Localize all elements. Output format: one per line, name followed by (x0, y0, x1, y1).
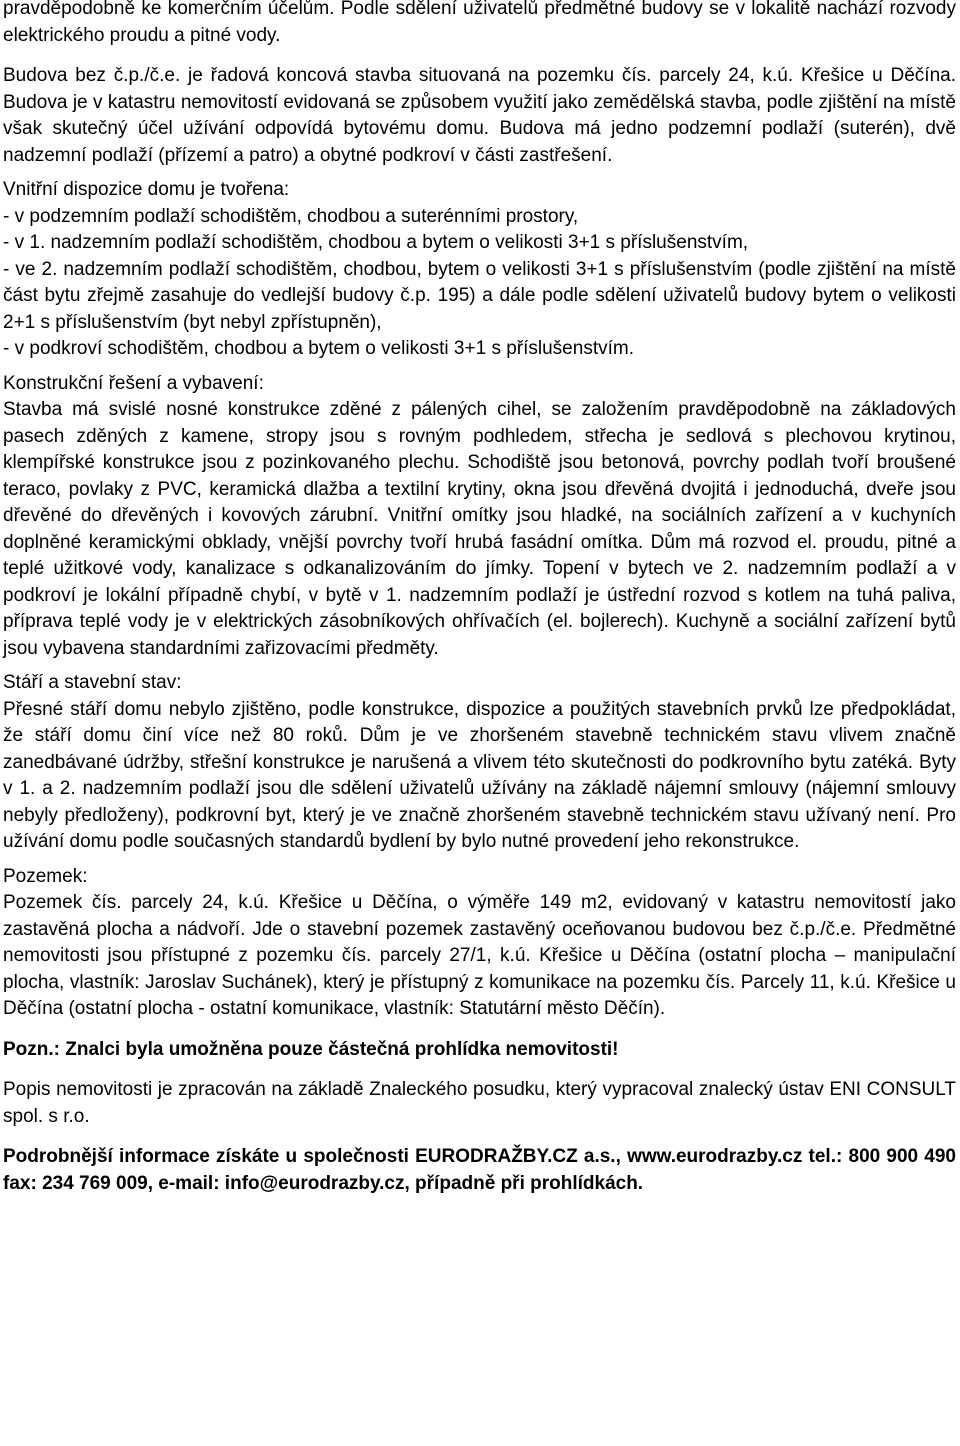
layout-heading: Vnitřní dispozice domu je tvořena: (3, 179, 290, 200)
layout-item: - v 1. nadzemním podlaží schodištěm, chodbou a bytem o velikosti 3+1 s příslušenstvím, (3, 232, 749, 253)
land-paragraph: Pozemek čís. parcely 24, k.ú. Křešice u Děčína, o výměře 149 m2, evidovaný v katastru nemovitostí jako zastavěná plocha a nádvoří. Jde o stavební pozemek zastavěný oceňovanou budovou bez č.p./č.e. Předmětné nemovitosti jsou přístupné z pozemku čís. parcely 27/1, k.ú. Křešice u Děčína (ostatní plocha – manipulační plocha, vlastník: Jaroslav Suchánek), který je přístupný z komunikace na pozemku čís. Parcely 11, k.ú. Křešice u Děčína (ostatní plocha - ostatní komunikace, vlastník: Statutární město Děčín). (3, 892, 956, 1019)
land-section (3, 864, 956, 1023)
layout-section (3, 177, 956, 363)
land-heading: Pozemek: (3, 865, 88, 887)
layout-item: - ve 2. nadzemním podlaží schodištěm, chodbou, bytem o velikosti 3+1 s příslušenstvím (podle zjištění na místě část bytu zřejmě zasahuje do vedlejší budovy č.p. 195) a dále podle sdělení uživatelů budovy bytem o velikosti 2+1 s příslušenstvím (byt nebyl zpřístupněn), (3, 258, 956, 333)
layout-item: - v podzemním podlaží schodištěm, chodbou a suterénními prostory, (3, 205, 579, 227)
inspection-note: Pozn.: Znalci byla umožněna pouze částečná prohlídka nemovitosti! (3, 1038, 619, 1060)
contact-paragraph: Podrobnější informace získáte u společnosti EURODRAŽBY.CZ a.s., www.eurodrazby.cz tel.: 800 900 490 fax: 234 769 009, e-mail: info@eurodrazby.cz, případně při prohlídkách. (3, 1146, 956, 1194)
age-paragraph: Přesné stáří domu nebylo zjištěno, podle konstrukce, dispozice a použitých stavebních prvků lze předpokládat, že stáří domu činí více než 80 roků. Dům je ve zhoršeném stavebně technickém stavu vlivem značně zanedbávané údržby, střešní konstrukce je narušená a vlivem této skutečnosti do podkrovního bytu zatéká. Byty v 1. a 2. nadzemním podlaží jsou dle sdělení uživatelů užívány na základě nájemní smlouvy (nájemní smlouvy nebyly předloženy), podkrovní byt, který je ve značně zhoršeném stavebně technickém stavu užívaný není. Pro užívání domu podle současných standardů bydlení by bylo nutné provedení jeho rekonstrukce. (3, 698, 956, 852)
building-paragraph: Budova bez č.p./č.e. je řadová koncová stavba situovaná na pozemku čís. parcely 24, k.ú. Křešice u Děčína. Budova je v katastru nemovitostí evidovaná se způsobem využití jako zemědělská stavba, podle zjištění na místě však skutečný účel užívání odpovídá bytovému domu. Budova má jedno podzemní podlaží (suterén), dvě nadzemní podlaží (přízemí a patro) a obytné podkroví v části zastřešení. (3, 65, 956, 166)
construction-section (3, 371, 956, 663)
construction-paragraph: Stavba má svislé nosné konstrukce zděné z pálených cihel, se založením pravděpodobně na základových pasech zděných z kamene, stropy jsou s rovným podhledem, střecha je sedlová s plechovou krytinou, klempířské konstrukce jsou z pozinkovaného plechu. Schodiště jsou betonová, povrchy podlah tvoří broušené teraco, povlaky z PVC, keramická dlažba a textilní krytiny, okna jsou dřevěná dvojitá i jednoduchá, dveře jsou dřevěné do dřevěných i kovových zárubní. Vnitřní omítky jsou hladké, na sociálních zařízení a v kuchyních doplněné keramickými obklady, vnější povrchy tvoří hrubá fasádní omítka. Dům má rozvod el. proudu, pitné a teplé užitkové vody, kanalizace s odkanalizováním do jímky. Topení v bytech ve 2. nadzemním podlaží a v podkroví je lokální případně chybí, v bytě v 1. nadzemním podlaží je ústřední rozvod s kotlem na tuhá paliva, příprava teplé vody je v elektrických zásobníkových ohřívačích (el. bojlerech). Kuchyně a sociální zařízení bytů jsou vybavena standardními zařizovacími předměty. (3, 399, 956, 659)
construction-heading: Konstrukční řešení a vybavení: (3, 372, 264, 394)
source-paragraph: Popis nemovitosti je zpracován na základě Znaleckého posudku, který vypracoval znalecký ústav ENI CONSULT spol. s r.o. (3, 1079, 956, 1127)
age-heading: Stáří a stavební stav: (3, 672, 182, 693)
layout-item: - v podkroví schodištěm, chodbou a bytem o velikosti 3+1 s příslušenstvím. (3, 338, 634, 359)
age-section (3, 670, 956, 856)
intro-paragraph: pravděpodobně ke komerčním účelům. Podle sdělení uživatelů předmětné budovy se v lokalitě nachází rozvody elektrického proudu a pitné vody. (3, 0, 956, 46)
